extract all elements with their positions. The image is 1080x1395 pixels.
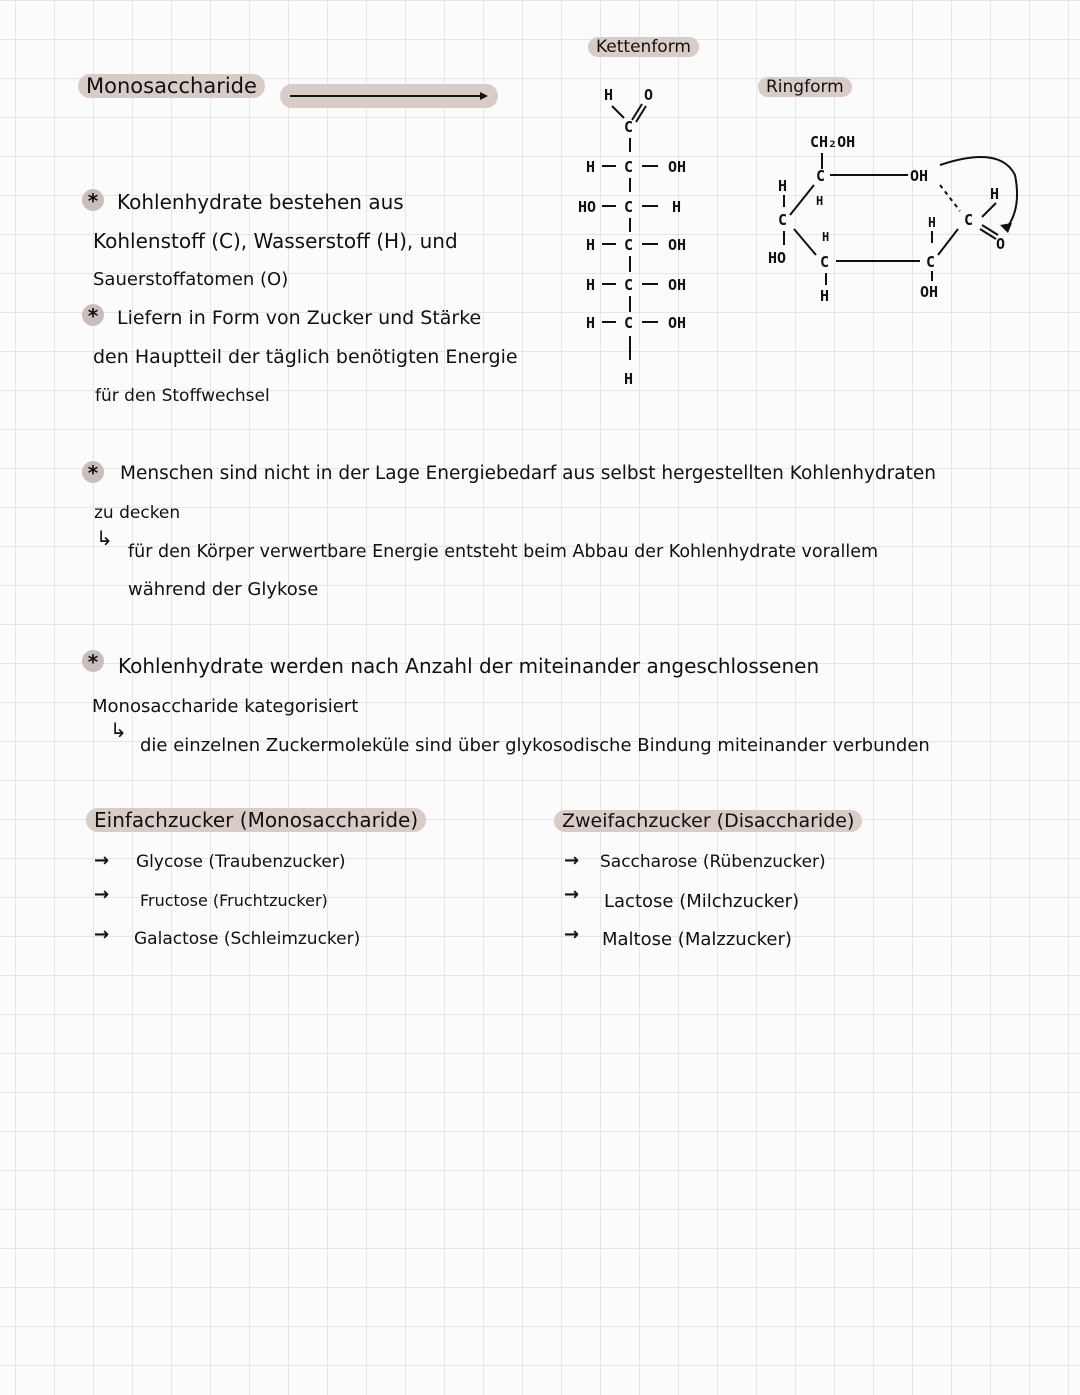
svg-text:O: O bbox=[996, 235, 1006, 253]
svg-text:OH: OH bbox=[668, 276, 687, 294]
kettenform-diagram bbox=[572, 80, 712, 400]
intro-bullet-2-line-3: für den Stoffwechsel bbox=[95, 386, 270, 406]
list-item: Maltose (Malzzucker) bbox=[602, 929, 792, 950]
page-title: Monosaccharide bbox=[78, 74, 265, 98]
list-arrow-icon: → bbox=[564, 924, 580, 945]
svg-text:C: C bbox=[624, 276, 634, 294]
intro-bullet-1-line-2: Kohlenstoff (C), Wasserstoff (H), und bbox=[93, 229, 458, 253]
list-item: Galactose (Schleimzucker) bbox=[134, 929, 361, 949]
svg-text:H: H bbox=[586, 314, 596, 332]
arrow-pill bbox=[280, 84, 498, 108]
list-arrow-icon: → bbox=[94, 884, 110, 905]
svg-text:H: H bbox=[586, 158, 596, 176]
list-arrow-icon: → bbox=[564, 850, 580, 871]
svg-text:C: C bbox=[964, 211, 974, 229]
bullet-3-sub-2: während der Glykose bbox=[128, 579, 319, 600]
monosaccharide-list-heading: Einfachzucker (Monosaccharide) bbox=[86, 808, 426, 832]
svg-text:H: H bbox=[672, 198, 682, 216]
svg-text:CH₂OH: CH₂OH bbox=[810, 133, 856, 151]
list-item: Saccharose (Rübenzucker) bbox=[600, 852, 826, 872]
svg-text:OH: OH bbox=[668, 158, 687, 176]
intro-bullet-2-line-2: den Hauptteil der täglich benötigten Energie bbox=[93, 346, 518, 368]
bullet-3-line-2: zu decken bbox=[94, 503, 181, 523]
svg-text:C: C bbox=[778, 211, 788, 229]
svg-text:C: C bbox=[624, 158, 634, 176]
ringform-diagram bbox=[760, 125, 1040, 315]
star-bullet-icon: * bbox=[82, 304, 104, 326]
bullet-3-line-1: Menschen sind nicht in der Lage Energiebedarf aus selbst hergestellten Kohlenhydraten bbox=[120, 463, 936, 484]
svg-text:H: H bbox=[990, 185, 1000, 203]
intro-bullet-2-line-1: Liefern in Form von Zucker und Stärke bbox=[117, 307, 482, 329]
bullet-3-sub-1: für den Körper verwertbare Energie entsteht beim Abbau der Kohlenhydrate vorallem bbox=[128, 542, 879, 562]
list-item: Lactose (Milchzucker) bbox=[604, 891, 800, 912]
svg-text:C: C bbox=[624, 314, 634, 332]
atom-h: H bbox=[604, 86, 614, 104]
kettenform-label: Kettenform bbox=[588, 36, 699, 57]
svg-text:HO: HO bbox=[578, 198, 597, 216]
list-item: Fructose (Fruchtzucker) bbox=[140, 891, 328, 910]
list-arrow-icon: → bbox=[564, 884, 580, 905]
svg-text:C: C bbox=[926, 253, 936, 271]
intro-bullet-1-line-3: Sauerstoffatomen (O) bbox=[93, 269, 289, 290]
svg-text:OH: OH bbox=[668, 236, 687, 254]
disaccharide-list-heading: Zweifachzucker (Disaccharide) bbox=[554, 810, 862, 832]
svg-text:H: H bbox=[822, 230, 830, 244]
svg-text:H: H bbox=[586, 236, 596, 254]
list-arrow-icon: → bbox=[94, 924, 110, 945]
ringform-label: Ringform bbox=[758, 76, 852, 97]
hook-arrow-icon: ↳ bbox=[96, 526, 113, 550]
star-bullet-icon: * bbox=[82, 650, 104, 672]
svg-text:C: C bbox=[816, 167, 826, 185]
star-bullet-icon: * bbox=[82, 461, 104, 483]
ringform-structure bbox=[760, 125, 1040, 315]
star-bullet-icon: * bbox=[82, 189, 104, 211]
intro-bullet-1-line-1: Kohlenhydrate bestehen aus bbox=[117, 190, 404, 214]
bullet-4-line-1: Kohlenhydrate werden nach Anzahl der miteinander angeschlossenen bbox=[118, 654, 820, 678]
svg-text:H: H bbox=[820, 287, 830, 305]
svg-text:C: C bbox=[624, 198, 634, 216]
svg-text:C: C bbox=[624, 118, 634, 136]
atom-o: O bbox=[644, 86, 654, 104]
svg-text:H: H bbox=[624, 370, 634, 388]
kettenform-structure bbox=[572, 80, 712, 400]
svg-text:H: H bbox=[928, 216, 936, 231]
svg-text:HO: HO bbox=[768, 249, 787, 267]
list-item: Glycose (Traubenzucker) bbox=[136, 852, 346, 872]
svg-text:H: H bbox=[778, 177, 788, 195]
svg-text:OH: OH bbox=[920, 283, 939, 301]
list-arrow-icon: → bbox=[94, 850, 110, 871]
svg-text:C: C bbox=[820, 253, 830, 271]
right-arrow-icon bbox=[280, 84, 498, 108]
svg-text:H: H bbox=[586, 276, 596, 294]
svg-text:OH: OH bbox=[910, 167, 929, 185]
bullet-4-line-2: Monosaccharide kategorisiert bbox=[92, 696, 359, 717]
svg-text:H: H bbox=[816, 194, 824, 208]
hook-arrow-icon: ↳ bbox=[110, 718, 127, 742]
bullet-4-sub-1: die einzelnen Zuckermoleküle sind über glykosodische Bindung miteinander verbunden bbox=[140, 735, 930, 756]
svg-text:C: C bbox=[624, 236, 634, 254]
svg-text:OH: OH bbox=[668, 314, 687, 332]
